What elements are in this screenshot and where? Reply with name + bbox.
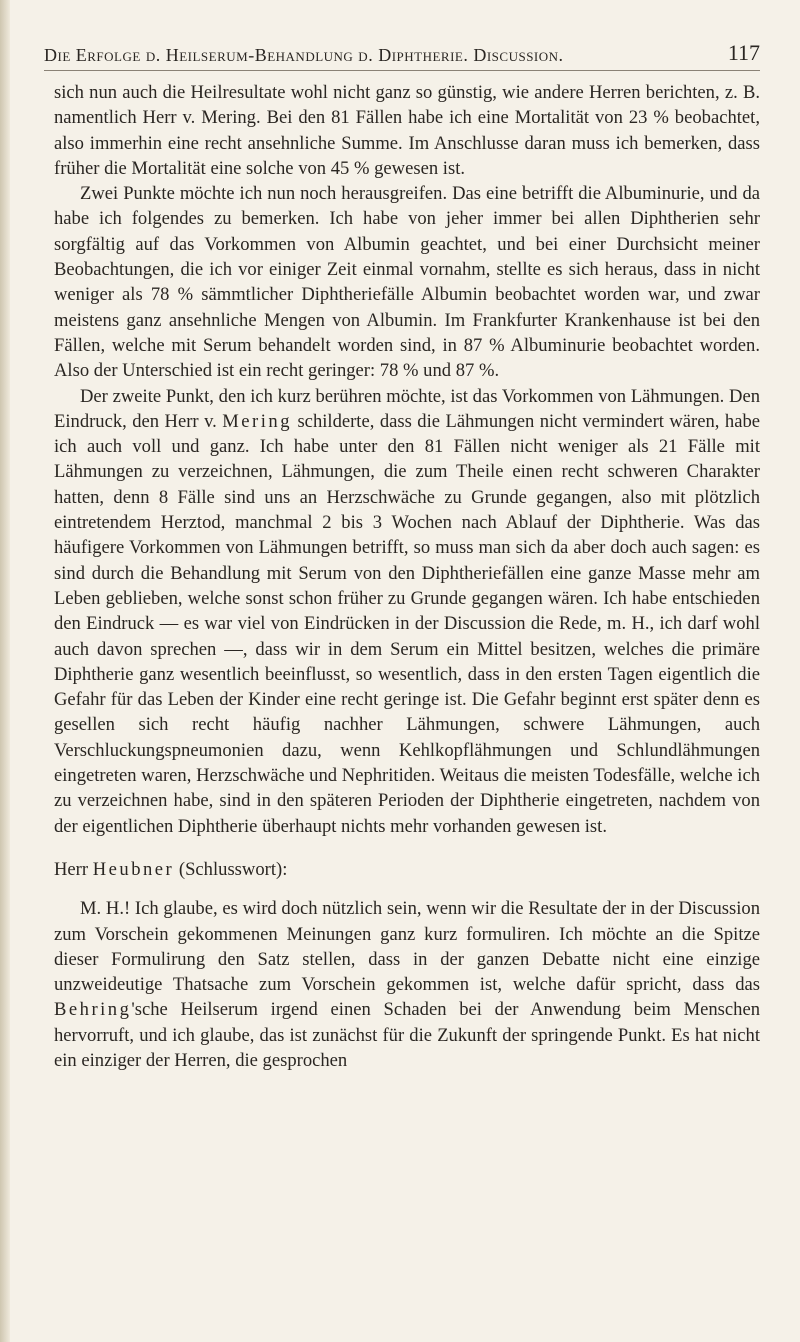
- paragraph-3: [54, 384, 760, 839]
- paragraph-4-text-b: 'sche Heilserum irgend einen Schaden bei der Anwendung beim Menschen hervorruft, und ich glaube, das ist zunächst für die Zukunft der springende Punkt. Es hat nicht ein einziger der Herren, die gesprochen: [54, 999, 760, 1071]
- document-body: [54, 80, 760, 1073]
- paragraph-3-text-b: schilderte, dass die Lähmungen nicht vermindert wären, habe ich auch voll und ganz. Ich habe unter den 81 Fällen nicht weniger als 21 Fälle mit Lähmungen zu verzeichnen, Lähmungen, die zum Theile einen recht schweren Charakter hatten, denn 8 Fälle sind uns an Herzschwäche zu Grunde gegangen, also mit plötzlich eintretendem Herztod, manchmal 2 bis 3 Wochen nach Ablauf der Diphtherie. Was das häufigere Vorkommen von Lähmungen betrifft, so muss man sich da aber doch auch sagen: es sind durch die Behandlung mit Serum von den Diphtheriefällen eine ganze Masse mehr am Leben geblieben, welche sonst schon früher zu Grunde gegangen wären. Ich habe entschieden den Eindruck — es war viel von Eindrücken in der Discussion die Rede, m. H., ich darf wohl auch davon sprechen —, dass wir in dem Serum ein Mittel besitzen, welches die primäre Diphtherie ganz wesentlich beeinflusst, so wesentlich, dass in den ersten Tagen eigentlich die Gefahr für das Leben der Kinder eine recht geringe ist. Die Gefahr beginnt erst später denn es gesellen sich recht häufig nachher Lähmungen, schwere Lähmungen, auch Verschluckungspneumonien dazu, wenn Kehlkopflähmungen und Schlundlähmungen eingetreten waren, Herzschwäche und Nephritiden. Weitaus die meisten Todesfälle, welche ich zu verzeichnen habe, sind in den späteren Perioden der Diphtherie eingetreten, nachdem von der eigentlichen Diphtherie überhaupt nichts mehr vorhanden gewesen ist.: [54, 410, 760, 837]
- speaker-name: Heubner: [92, 858, 175, 880]
- paragraph-4: [54, 896, 760, 1073]
- page-edge: [0, 0, 10, 1342]
- name-mering: Mering: [222, 410, 292, 432]
- paragraph-3-text-a: Der zweite Punkt, den ich kurz berühren möchte, ist das Vorkommen von Lähmungen. Den Eindruck, den Herr v.: [54, 385, 760, 432]
- speaker-prefix: Herr: [54, 858, 93, 880]
- running-title: Die Erfolge d. Heilserum-Behandlung d. Diphtherie. Discussion.: [44, 45, 564, 65]
- speaker-suffix: (Schlusswort):: [174, 858, 288, 880]
- paragraph-2: Zwei Punkte möchte ich nun noch herausgreifen. Das eine betrifft die Albuminurie, und da habe ich folgendes zu bemerken. Ich habe von jeher immer bei allen Diphtherien sehr sorgfältig auf das Vorkommen von Albumin geachtet, und bei einer Durchsicht meiner Beobachtungen, die ich vor einiger Zeit einmal vornahm, stellte es sich heraus, dass in nicht weniger als 78 % sämmtlicher Diphtheriefälle Albumin beobachtet worden war, und zwar meistens ganz ansehnliche Mengen von Albumin. Im Frankfurter Krankenhause ist bei den Fällen, welche mit Serum behandelt worden sind, in 87 % Albuminurie beobachtet worden. Also der Unterschied ist ein recht geringer: 78 % und 87 %.: [54, 183, 760, 382]
- page-number: 117: [727, 40, 760, 65]
- paragraph-1: sich nun auch die Heilresultate wohl nicht ganz so günstig, wie andere Herren berichten, z. B. namentlich Herr v. Mering. Bei den 81 Fällen habe ich eine Mortalität von 23 % beobachtet, also immerhin eine recht ansehnliche Summe. Im Anschlusse daran muss ich bemerken, dass früher die Mortalität eine solche von 45 % gewesen ist.: [54, 82, 760, 179]
- paragraph-4-text-a: M. H.! Ich glaube, es wird doch nützlich sein, wenn wir die Resultate der in der Discussion zum Vorschein gekommenen Meinungen ganz kurz formuliren. Ich möchte an die Spitze dieser Formulirung den Satz stellen, dass in der ganzen Debatte nicht eine einzige unzweideutige Thatsache zum Vorschein gekommen ist, welche dafür spricht, dass das: [54, 898, 760, 996]
- speaker-line: [54, 857, 760, 882]
- name-behring: Behring: [54, 999, 132, 1021]
- page-header: [44, 34, 760, 71]
